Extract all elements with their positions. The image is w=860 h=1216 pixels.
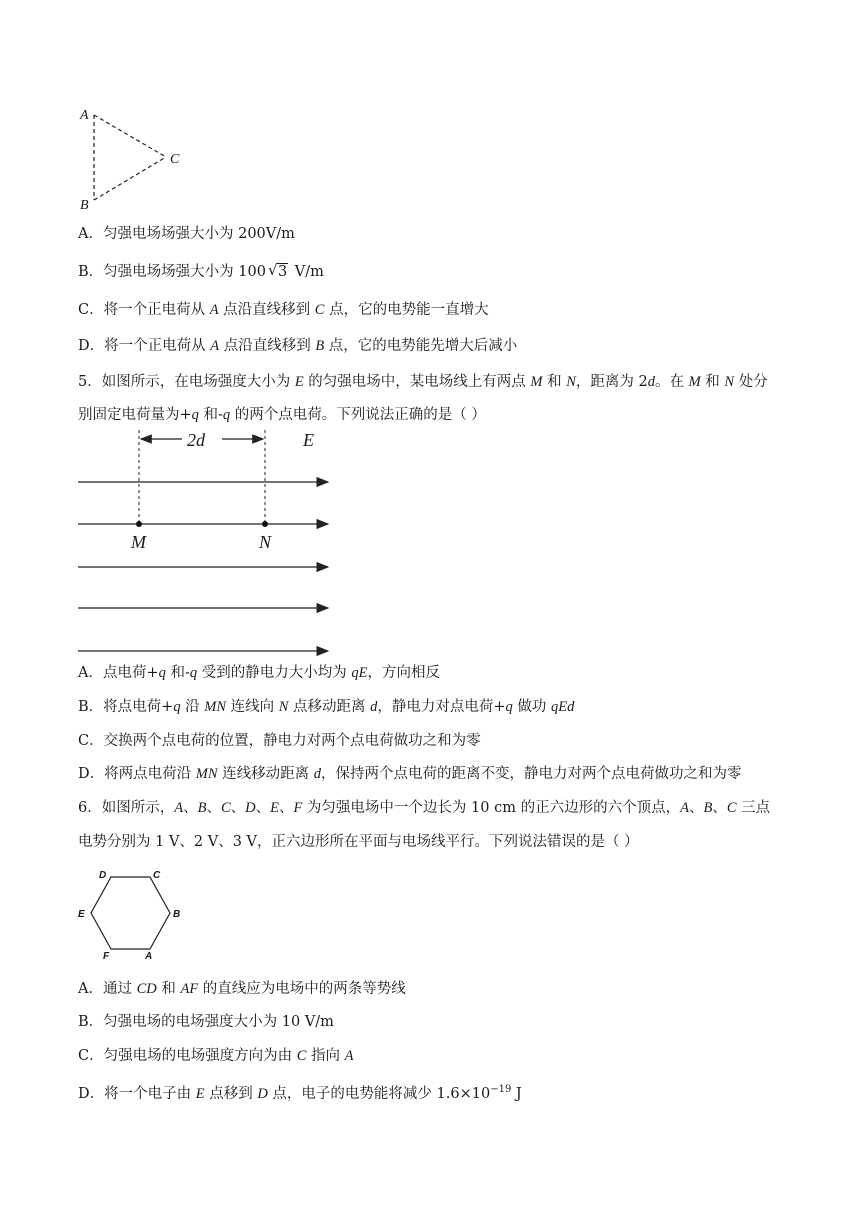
electric-field-figure — [74, 426, 336, 660]
hex-point-b: B — [173, 909, 181, 920]
point-m — [136, 521, 142, 527]
point-c-label: C — [170, 152, 180, 167]
q5-option-b: B．将点电荷+q 沿 MN 连线向 N 点移动距离 d，静电力对点电荷+q 做功 qEd — [78, 699, 575, 715]
q6-option-b: B．匀强电场的电场强度大小为 10 V/m — [78, 1014, 334, 1030]
q6-stem-line1: 6．如图所示，A、B、C、D、E、F 为匀强电场中一个边长为 10 cm 的正六边形的六个顶点，A、B、C 三点 — [78, 800, 771, 816]
hex-point-e: E — [78, 909, 85, 920]
triangle-figure — [74, 102, 194, 214]
q4-option-c: C．将一个正电荷从 A 点沿直线移到 C 点，它的电势能一直增大 — [78, 302, 489, 318]
point-m-label: M — [131, 532, 146, 552]
q4-option-a: A．匀强电场场强大小为 200V/m — [78, 226, 295, 242]
point-b-label: B — [80, 198, 89, 213]
q5-option-d: D．将两点电荷沿 MN 连线移动距离 d，保持两个点电荷的距离不变，静电力对两个点电荷做功之和为零 — [78, 766, 742, 782]
point-a-label: A — [80, 108, 89, 123]
q4-option-d: D．将一个正电荷从 A 点沿直线移到 B 点，它的电势能先增大后减小 — [78, 338, 518, 354]
q6-option-d: D．将一个电子由 E 点移到 D 点，电子的电势能将减少 $1.6\times 10^{-19}$ J — [78, 1084, 522, 1102]
hex-point-a: A — [145, 951, 153, 962]
q5-stem-line1: 5．如图所示，在电场强度大小为 E 的匀强电场中，某电场线上有两点 M 和 N，距离为 2d。在 M 和 N 处分 — [78, 374, 768, 390]
q5-option-a: A．点电荷+q 和-q 受到的静电力大小均为 qE，方向相反 — [78, 665, 440, 681]
q6-stem-line2: 电势分别为 1 V、2 V、3 V，正六边形所在平面与电场线平行。下列说法错误的是（ ） — [78, 834, 639, 850]
q4-option-b: B．匀强电场场强大小为 100√ 3 V/m — [78, 262, 324, 282]
q6-option-c: C．匀强电场的电场强度方向为由 C 指向 A — [78, 1048, 354, 1064]
hex-point-f: F — [103, 951, 110, 962]
point-n — [262, 521, 268, 527]
hex-point-d: D — [99, 870, 107, 881]
q6-option-a: A．通过 CD 和 AF 的直线应为电场中的两条等势线 — [78, 981, 406, 997]
hex-point-c: C — [153, 870, 161, 881]
distance-label: 2d — [187, 430, 205, 450]
q5-stem-line2: 别固定电荷量为+q 和-q 的两个点电荷。下列说法正确的是（ ） — [78, 407, 486, 423]
sqrt-symbol: √ 3 — [268, 262, 288, 282]
hexagon-figure — [74, 864, 184, 962]
q5-option-c: C．交换两个点电荷的位置，静电力对两个点电荷做功之和为零 — [78, 733, 481, 749]
field-e-label: E — [303, 430, 314, 450]
point-n-label: N — [259, 532, 272, 552]
